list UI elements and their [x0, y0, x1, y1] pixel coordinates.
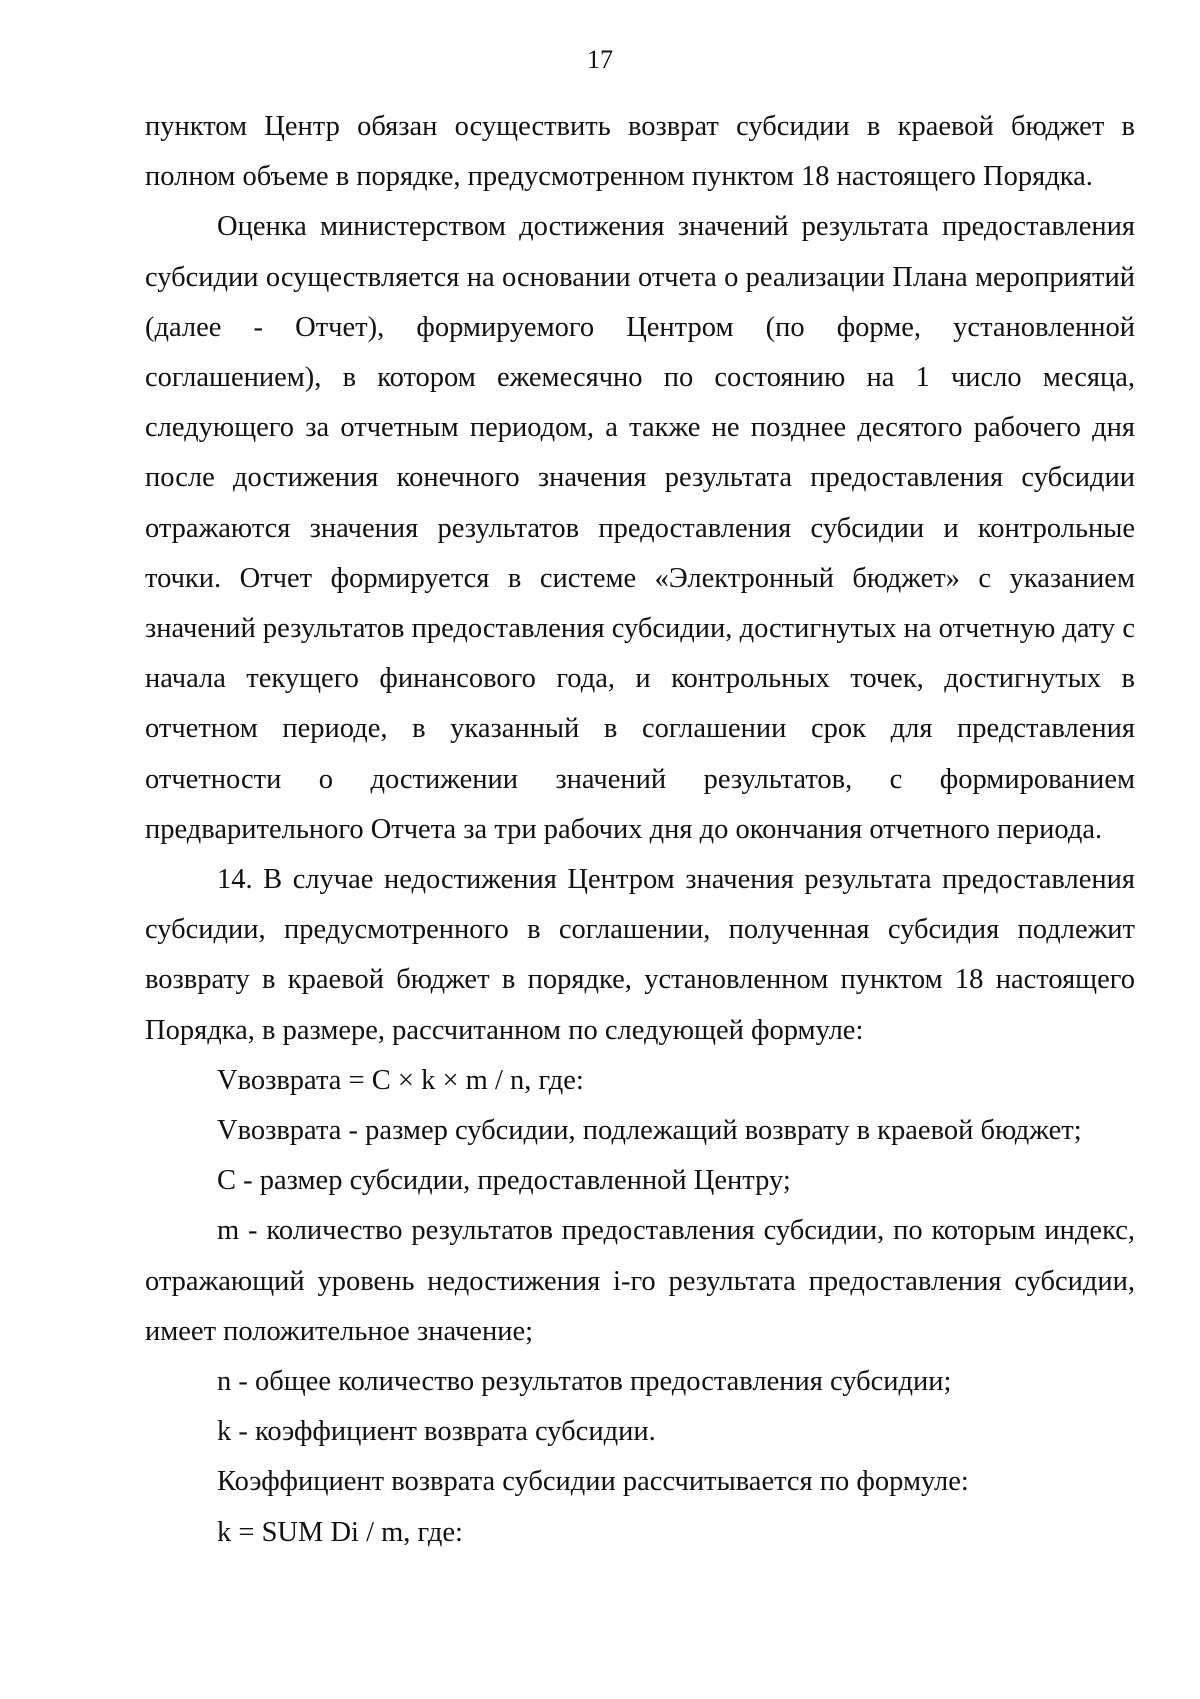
coefficient-intro: Коэффициент возврата субсидии рассчитывается по формуле: — [217, 1466, 969, 1498]
formula-v-return: Vвозврата = C × k × m / n, где: — [217, 1064, 584, 1096]
paragraph-continuation: пунктом Центр обязан осуществить возврат субсидии в краевой бюджет в полном объеме в порядке, предусмотренном пунктом 18 настоящего Порядка. — [145, 111, 1135, 193]
paragraph-item-14: 14. В случае недостижения Центром значения результата предоставления субсидии, предусмотренного в соглашении, полученная субсидия подлежит возврату в краевой бюджет в порядке, установленном пунктом 18 настоящего Порядка, в размере, рассчитанном по следующей формуле: — [145, 864, 1135, 1046]
page-number: 17 — [587, 45, 613, 74]
definition-k: k - коэффициент возврата субсидии. — [217, 1416, 656, 1448]
definition-m: m - количество результатов предоставления субсидии, по которым индекс, отражающий уровень недостижения i-го результата предоставления субсидии, имеет положительное значение; — [145, 1215, 1135, 1347]
document-body — [145, 102, 1135, 1558]
formula-k: k = SUM Di / m, где: — [217, 1516, 463, 1548]
definition-c: C - размер субсидии, предоставленной Центру; — [217, 1165, 791, 1197]
paragraph-evaluation: Оценка министерством достижения значений результата предоставления субсидии осуществляется на основании отчета о реализации Плана мероприятий (далее - Отчет), формируемого Центром (по форме, установленной соглашением), в котором ежемесячно по состоянию на 1 число месяца, следующего за отчетным периодом, а также не позднее десятого рабочего дня после достижения конечного значения результата предоставления субсидии отражаются значения результатов предоставления субсидии и контрольные точки. Отчет формируется в системе «Электронный бюджет» с указанием значений результатов предоставления субсидии, достигнутых на отчетную дату с начала текущего финансового года, и контрольных точек, достигнутых в отчетном периоде, в указанный в соглашении срок для представления отчетности о достижении значений результатов, с формированием предварительного Отчета за три рабочих дня до окончания отчетного периода. — [145, 211, 1135, 845]
definition-v-return: Vвозврата - размер субсидии, подлежащий возврату в краевой бюджет; — [217, 1115, 1082, 1147]
definition-n: n - общее количество результатов предоставления субсидии; — [217, 1366, 952, 1398]
